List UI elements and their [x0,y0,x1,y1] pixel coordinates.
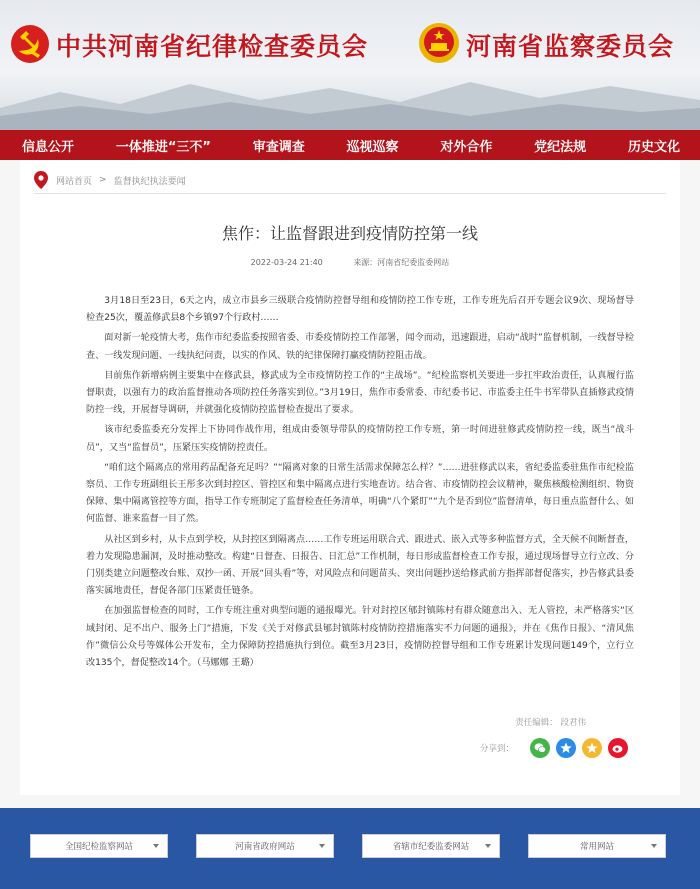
select-label: 河南省政府网站 [235,842,295,852]
henan-government-sites-select[interactable] [196,834,334,858]
nav-item-info-disclosure[interactable]: 信息公开 [22,139,75,155]
common-sites-select[interactable] [528,834,666,858]
nav-item-three-nos[interactable]: 一体推进“三不” [115,139,211,155]
nav-item-party-regulations[interactable]: 党纪法规 [534,139,587,155]
site-header [0,0,700,130]
select-label: 常用网站 [579,842,614,852]
article-paragraph: 在加强监督检查的同时，工作专班注重对典型问题的通报曝光。针对封控区郇封镇陈村有群众随意出入、无人管控，未严格落实“区域封闭、足不出户、服务上门”措施，下发《关于对修武县郇封镇陈村疫情防控措施落实不力问题的通报》，并在《焦作日报》、“清风焦作”微信公众号等媒体公开发布，全力保障防控措施执行到位。截至3月23日，疫情防控督导组和工作专班累计发现问题149个，立行立改135个，督促整改14个。（马娜娜 王璐） [86,606,634,669]
article-paragraph: 目前焦作新增病例主要集中在修武县，修武成为全市疫情防控工作的“主战场”。“纪检监察机关要进一步扛牢政治责任，认真履行监督职责，以强有力的政治监督推动各项防控任务落实到位。”3月19日，焦作市委常委、市纪委书记、市监委主任牛书军带队直插修武疫情防控一线，开展督导调研，并就强化疫情防控监督检查提出了要求。 [86,370,634,416]
select-label: 全国纪检监察网站 [64,842,133,852]
breadcrumb [34,170,186,190]
share-bar [480,738,628,758]
nav-item-review-investigation[interactable]: 审查调查 [252,139,305,155]
qzone-share-icon[interactable] [556,738,576,758]
breadcrumb-home-link[interactable]: 网站首页 [56,176,93,187]
mountain-landscape-image [0,70,700,130]
chevron-down-icon [651,844,657,848]
share-label: 分享到： [479,744,514,754]
article-paragraph: 从社区到乡村，从卡点到学校，从封控区到隔离点……工作专班运用联合式、跟进式、嵌入式等多种监督方式，全天候不间断督查，着力发现隐患漏洞，及时推动整改。构建“日督查、日报告、日汇总”工作机制，每日形成监督检查工作专报，通过现场督导立行立改、分门别类建立问题整改台账、双抄一函、开展“回头看”等，对风险点和问题苗头、突出问题抄送给修武前方指挥部督促落实，抄告修武县委落实属地责任，督促各部门压紧责任链条。 [86,534,634,597]
nav-item-history-culture[interactable]: 历史文化 [627,139,680,155]
chevron-down-icon [485,844,491,848]
article-meta [20,257,680,268]
weibo-share-icon[interactable] [608,738,628,758]
national-emblem-icon [418,22,460,64]
party-emblem-icon [10,24,50,64]
weibo-icon [612,743,624,753]
article-paragraph: 3月18日至23日，6天之内，成立市县乡三级联合疫情防控督导组和疫情防控工作专班，工作专班先后召开专题会议9次、现场督导检查25次，覆盖修武县8个乡镇97个行政村…… [86,296,634,324]
article-card [20,160,680,795]
article-body [86,293,634,675]
qq-icon [586,742,598,754]
article-paragraph: “咱们这个隔离点的常用药品配备充足吗？”“隔离对象的日常生活需求保障怎么样？”……进驻修武以来，省纪委监委驻焦作市纪检监察员、工作专班副组长王彤多次到封控区、管控区和集中隔离点进行实地查访。结合省、市疫情防控会议精神，聚焦核酸检测组织、物资保障、集中隔离管控等方面，指导工作专班制定了监督检查任务清单，明确“八个紧盯”“九个是否到位”监督清单，每日重点监督什么、如何监督、谁来监督一目了然。 [86,462,634,525]
national-discipline-sites-select[interactable] [30,834,168,858]
breadcrumb-section-link[interactable]: 监督执纪执法要闻 [113,176,186,187]
party-committee-title: 中共河南省纪律检查委员会 [56,32,369,61]
footer-links [30,834,666,858]
article-source: 来源：河南省纪委监委网站 [353,258,450,267]
chevron-down-icon [319,844,325,848]
article-title: 焦作：让监督跟进到疫情防控第一线 [221,224,478,243]
wechat-share-icon[interactable] [530,738,550,758]
qq-share-icon[interactable] [582,738,602,758]
nav-item-inspection-tours[interactable]: 巡视巡察 [346,139,399,155]
responsible-editor: 责任编辑： 段君伟 [515,718,586,728]
location-pin-icon [34,171,48,189]
wechat-icon [534,743,546,753]
article-paragraph: 该市纪委监委充分发挥上下协同作战作用，组成由委领导带队的疫情防控工作专班，第一时间进驻修武疫情防控一线，既当“战斗员”，又当“监督员”，压紧压实疫情防控责任。 [86,425,634,453]
breadcrumb-divider [34,193,666,194]
select-label: 省辖市纪委监委网站 [392,842,470,852]
article-date: 2022-03-24 21:40 [250,258,323,267]
article-paragraph: 面对新一轮疫情大考，焦作市纪委监委按照省委、市委疫情防控工作部署，闻令而动，迅速跟进，启动“战时”监督机制，一线督导检查、一线发现问题、一线执纪问责，以实的作风、铁的纪律保障打赢疫情防控阻击战。 [86,333,634,361]
nav-item-external-cooperation[interactable]: 对外合作 [440,139,493,155]
chevron-down-icon [153,844,159,848]
site-footer [0,808,700,889]
city-discipline-sites-select[interactable] [362,834,500,858]
main-nav [0,130,700,160]
supervisory-commission-title: 河南省监察委员会 [466,32,675,61]
qzone-icon [560,742,572,754]
breadcrumb-separator: > [99,175,107,185]
